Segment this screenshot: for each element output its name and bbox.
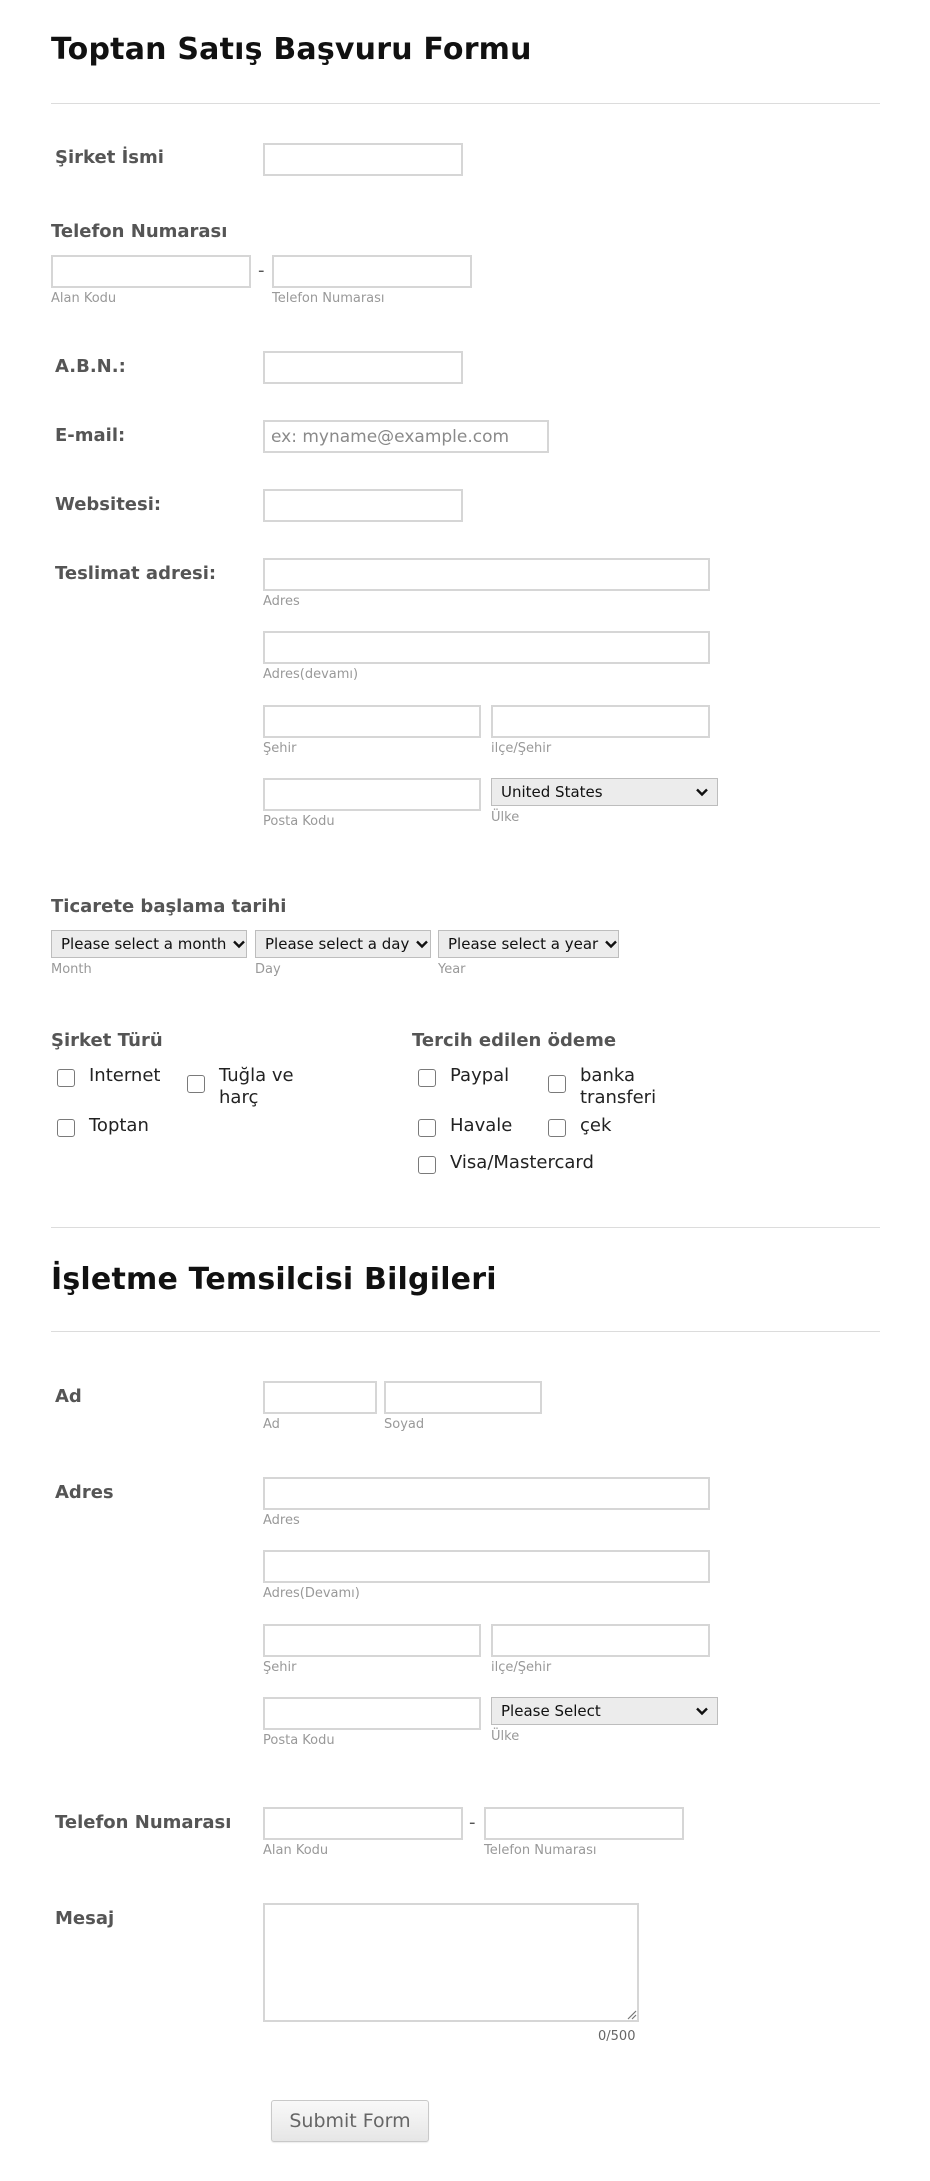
chevron-down-icon (232, 937, 246, 951)
phone-separator: - (258, 260, 265, 281)
company-type-internet-checkbox[interactable] (57, 1069, 75, 1087)
rep-country-select[interactable] (491, 1697, 718, 1725)
rep-phone-label: Telefon Numarası (55, 1812, 232, 1833)
payment-label: Tercih edilen ödeme (412, 1030, 617, 1051)
delivery-country-value: United States (501, 783, 603, 801)
rep-first-name-sub: Ad (263, 1417, 280, 1432)
phone-number-sub: Telefon Numarası (272, 291, 385, 306)
company-type-internet-label: Internet (89, 1065, 161, 1086)
company-type-brick-label: Tuğla ve harç (219, 1065, 294, 1108)
payment-bank-transfer-label: banka transferi (580, 1065, 657, 1108)
rep-address-label: Adres (55, 1482, 114, 1503)
company-type-label: Şirket Türü (51, 1030, 163, 1051)
payment-wire-checkbox[interactable] (418, 1119, 436, 1137)
page-title: Toptan Satış Başvuru Formu (51, 32, 532, 67)
company-type-wholesale-label: Toptan (89, 1115, 149, 1136)
payment-visa-checkbox[interactable] (418, 1156, 436, 1174)
abn-label: A.B.N.: (55, 356, 126, 377)
divider (51, 1331, 880, 1332)
start-day-sub: Day (255, 962, 281, 977)
rep-message-textarea[interactable] (263, 1903, 639, 2022)
payment-visa-label: Visa/Mastercard (450, 1152, 594, 1173)
start-year-select[interactable] (438, 930, 619, 958)
rep-country-sub: Ülke (491, 1729, 520, 1744)
delivery-city-sub: Şehir (263, 741, 297, 756)
delivery-address-line1-input[interactable] (263, 558, 710, 591)
delivery-country-select[interactable] (491, 778, 718, 806)
start-month-sub: Month (51, 962, 92, 977)
rep-city-input[interactable] (263, 1624, 481, 1657)
rep-last-name-input[interactable] (384, 1381, 542, 1414)
rep-address-line1-sub: Adres (263, 1513, 300, 1528)
delivery-address-line2-input[interactable] (263, 631, 710, 664)
payment-wire-label: Havale (450, 1115, 513, 1136)
rep-address-line1-input[interactable] (263, 1477, 710, 1510)
phone-number-input[interactable] (272, 255, 472, 288)
rep-district-sub: ilçe/Şehir (491, 1660, 552, 1675)
rep-phone-separator: - (469, 1812, 476, 1833)
payment-paypal-checkbox[interactable] (418, 1069, 436, 1087)
email-label: E-mail: (55, 425, 126, 446)
start-month-select[interactable] (51, 930, 247, 958)
rep-last-name-sub: Soyad (384, 1417, 425, 1432)
rep-message-label: Mesaj (55, 1908, 115, 1929)
submit-button[interactable]: Submit Form (271, 2100, 429, 2142)
delivery-address-line2-sub: Adres(devamı) (263, 667, 359, 682)
website-input[interactable] (263, 489, 463, 522)
divider (51, 103, 880, 104)
phone-area-code-input[interactable] (51, 255, 251, 288)
rep-phone-number-sub: Telefon Numarası (484, 1843, 597, 1858)
delivery-country-sub: Ülke (491, 810, 520, 825)
rep-phone-area-code-sub: Alan Kodu (263, 1843, 329, 1858)
payment-bank-transfer-checkbox[interactable] (548, 1075, 566, 1093)
payment-check-checkbox[interactable] (548, 1119, 566, 1137)
company-name-label: Şirket İsmi (55, 147, 164, 168)
payment-check-label: çek (580, 1115, 612, 1136)
company-type-wholesale-checkbox[interactable] (57, 1119, 75, 1137)
start-date-label: Ticarete başlama tarihi (51, 896, 287, 917)
company-type-brick-checkbox[interactable] (187, 1075, 205, 1093)
rep-phone-number-input[interactable] (484, 1807, 684, 1840)
delivery-postal-input[interactable] (263, 778, 481, 811)
rep-message-counter: 0/500 (598, 2029, 636, 2044)
representative-section-title: İşletme Temsilcisi Bilgileri (51, 1262, 497, 1297)
chevron-down-icon (695, 785, 709, 799)
company-name-input[interactable] (263, 143, 463, 176)
delivery-city-input[interactable] (263, 705, 481, 738)
email-input[interactable] (263, 420, 549, 453)
start-year-value: Please select a year (448, 935, 599, 953)
chevron-down-icon (415, 937, 429, 951)
delivery-address-label: Teslimat adresi: (55, 563, 217, 584)
delivery-district-input[interactable] (491, 705, 710, 738)
start-month-value: Please select a month (61, 935, 227, 953)
divider (51, 1227, 880, 1228)
rep-country-value: Please Select (501, 1702, 601, 1720)
rep-district-input[interactable] (491, 1624, 710, 1657)
phone-area-code-sub: Alan Kodu (51, 291, 117, 306)
start-year-sub: Year (438, 962, 466, 977)
delivery-postal-sub: Posta Kodu (263, 814, 335, 829)
rep-name-label: Ad (55, 1386, 82, 1407)
rep-city-sub: Şehir (263, 1660, 297, 1675)
resize-handle-icon[interactable] (625, 2008, 637, 2020)
start-day-select[interactable] (255, 930, 431, 958)
delivery-district-sub: ilçe/Şehir (491, 741, 552, 756)
start-day-value: Please select a day (265, 935, 410, 953)
payment-paypal-label: Paypal (450, 1065, 510, 1086)
phone-label: Telefon Numarası (51, 221, 228, 242)
rep-address-line2-sub: Adres(Devamı) (263, 1586, 360, 1601)
abn-input[interactable] (263, 351, 463, 384)
delivery-address-line1-sub: Adres (263, 594, 300, 609)
rep-first-name-input[interactable] (263, 1381, 377, 1414)
rep-postal-sub: Posta Kodu (263, 1733, 335, 1748)
rep-postal-input[interactable] (263, 1697, 481, 1730)
rep-address-line2-input[interactable] (263, 1550, 710, 1583)
website-label: Websitesi: (55, 494, 162, 515)
rep-phone-area-code-input[interactable] (263, 1807, 463, 1840)
chevron-down-icon (695, 1704, 709, 1718)
chevron-down-icon (604, 937, 618, 951)
